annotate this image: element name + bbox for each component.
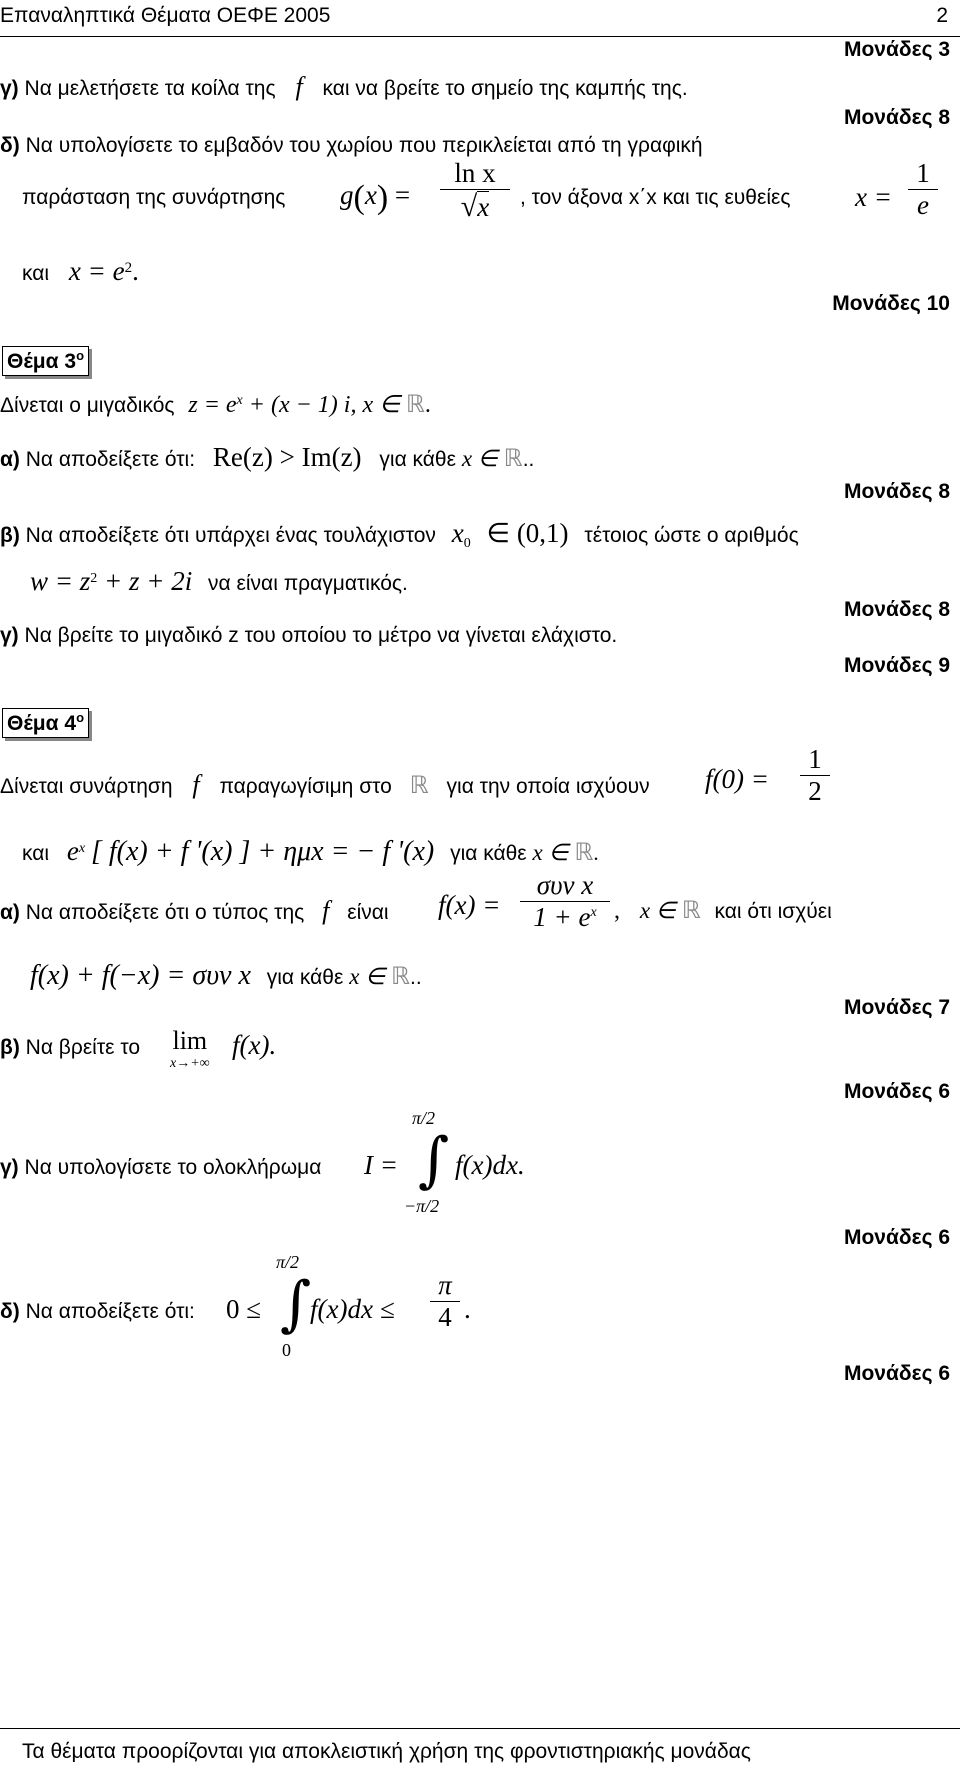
item-4c [0,1156,321,1180]
reals-symbol: ℝ [503,444,523,472]
reals-symbol: ℝ [391,962,411,990]
math-integrand: f(x)dx. [455,1150,525,1180]
math-f: f [192,770,200,799]
comma: , [614,898,620,924]
item-text-2: είναι [347,901,389,924]
item-text-3: για την οποία ισχύουν [446,775,650,798]
item-4b [0,1036,140,1060]
item-text: παράσταση της συνάρτησης [22,186,286,209]
header-rule [0,36,960,37]
pi-over-4 [430,1270,460,1333]
math-w-rest: + z + 2i [97,566,193,596]
math-fx-eq: f(x) = [438,890,501,920]
section-3-title [2,346,89,376]
math-symmetry: f(x) + f(−x) = συν x [30,960,251,991]
cos-fraction [520,870,610,933]
header-title: Επαναληπτικά Θέματα ΟΕΦΕ 2005 [0,4,331,27]
item-text-2: τέτοιος ώστε ο αριθμός [584,524,799,547]
item-label: β) [0,524,20,547]
math-interval: ∈ (0,1) [486,518,569,548]
exponent: x [78,841,86,856]
math-x-eq-e: x = e [68,256,125,286]
integral-icon: ∫ [418,1125,450,1195]
item-text-2: για κάθε [379,448,456,471]
footer-rule [0,1728,960,1729]
page-number: 2 [936,4,948,27]
item-3b [0,518,799,552]
subscript: 0 [463,536,471,552]
title-sup: ο [76,710,85,725]
item-text: Να βρείτε το μιγαδικό z του οποίου το μέτρο να γίνεται ελάχιστο. [24,624,618,647]
dot: . [424,392,431,418]
reals-symbol: ℝ [574,838,594,866]
marks-9: Μονάδες 9 [843,654,950,677]
math-e: e [66,836,79,866]
item-3c [0,624,617,648]
item-text-3: και ότι ισχύει [714,900,832,923]
item-4a-tail [614,896,832,925]
sqrt-icon: √ [460,190,478,223]
frac-num: ln x [440,158,510,190]
item-2d [0,134,703,158]
marks-6: Μονάδες 6 [843,1080,950,1103]
frac-num: 1 [908,158,938,190]
g-function [340,180,410,215]
math-I-eq: I = [364,1150,398,1180]
item-text: Δίνεται συνάρτηση [0,775,173,798]
item-text: και [22,262,50,285]
item-2d-line3 [22,256,139,287]
item-text: για κάθε [266,966,344,989]
title-text: Θέμα 3 [7,350,77,373]
item-text: Δίνεται ο μιγαδικός [0,394,175,417]
dots: .. [410,966,422,989]
marks-8: Μονάδες 8 [843,106,950,129]
int2-upper: π/2 [276,1252,300,1272]
exponent: x [590,905,597,920]
title-text: Θέμα 4 [7,712,77,735]
one-over-e [908,158,938,221]
int-upper: π/2 [412,1108,436,1128]
ln-fraction [440,158,510,224]
item-3a [0,442,534,473]
footer-text: Τα θέματα προορίζονται για αποκλειστική χρήση της φροντιστηριακής μονάδας [22,1740,751,1763]
item-4-eq [22,836,599,868]
exponent: x [236,393,243,408]
sqrt-arg: x [477,192,490,222]
int2-lower: 0 [282,1340,291,1360]
item-label: γ) [0,624,19,647]
x-var: x [364,180,377,210]
dot: . [593,841,599,865]
item-text: Να αποδείξετε ότι υπάρχει ένας τουλάχιστον [25,524,436,547]
marks-10: Μονάδες 10 [832,292,950,315]
item-4a [0,896,389,926]
item-label: α) [0,448,20,471]
reals-symbol: ℝ [681,896,701,924]
item-4d [0,1300,195,1324]
integral-icon: ∫ [280,1269,312,1339]
g-symbol: g [340,180,354,210]
item-text-2: για κάθε [450,842,527,865]
half-fraction [800,744,830,807]
limit [170,1026,210,1072]
frac-num: π [430,1270,460,1302]
frac-num: συν x [520,870,610,902]
int-lower: −π/2 [404,1196,440,1216]
item-text: Να αποδείξετε ότι: [25,448,196,471]
item-4-intro [0,770,650,800]
math-f: f [295,72,303,101]
marks-6: Μονάδες 6 [843,1362,950,1385]
math-equation: [ f(x) + f '(x) ] + ημx = − f '(x) [90,836,435,867]
math-x-in: x ∈ [639,898,676,923]
item-4a-line2 [30,960,422,992]
frac-den [440,190,510,224]
math-integrand-2: f(x)dx ≤ [310,1294,395,1324]
frac-den: 4 [438,1302,452,1332]
item-3-intro [0,390,431,419]
math-f: f [322,896,330,925]
marks-3: Μονάδες 3 [843,38,950,61]
item-2d-line2 [22,186,285,210]
math-re-im: Re(z) > Im(z) [212,442,362,472]
frac-den [520,902,610,933]
den-text: 1 + e [533,902,591,932]
marks-8: Μονάδες 8 [843,598,950,621]
item-label: δ) [0,134,20,157]
frac-num: 1 [800,744,830,776]
dot: . [132,256,139,286]
item-3b-line2 [30,566,408,597]
math-z-def: z = e [188,392,237,418]
math-x-in: x ∈ [461,446,498,471]
item-text: Να υπολογίσετε το ολοκλήρωμα [24,1156,322,1179]
item-text: Να αποδείξετε ότι: [25,1300,195,1323]
math-x-in: x ∈ [532,840,569,865]
item-text: , τον άξονα x΄x και τις ευθείες [520,186,791,209]
item-text: να είναι πραγματικός. [208,572,408,595]
exponent: 2 [124,260,133,276]
equals: = [394,180,411,210]
x-eq: x = [855,182,892,212]
item-text: Να αποδείξετε ότι ο τύπος της [25,901,305,924]
item-2d-line2b [520,186,790,210]
item-text-2: παραγωγίσιμη στο [219,775,392,798]
dot: . [464,1294,471,1324]
item-label: δ) [0,1300,20,1323]
item-text: Να μελετήσετε τα κοίλα της [24,77,276,100]
exponent: 2 [90,571,98,586]
paren: ( [353,178,365,216]
section-4-title [2,708,89,738]
item-label: β) [0,1036,20,1059]
math-zero-le: 0 ≤ [226,1294,262,1324]
item-text: Να βρείτε το [25,1036,141,1059]
reals-symbol: ℝ [405,390,425,418]
item-label: γ) [0,1156,19,1179]
math-f0: f(0) = [705,764,769,794]
title-sup: ο [76,348,85,363]
reals-symbol: ℝ [409,771,429,799]
item-text-2: και να βρείτε το σημείο της καμπής της. [322,77,688,100]
item-text: Να υπολογίσετε το εμβαδόν του χωρίου που περικλείεται από τη γραφική [25,134,703,157]
marks-7: Μονάδες 7 [843,996,950,1019]
math-x0: x [451,518,464,548]
math-lim-f: f(x). [232,1030,277,1060]
math-x-in: x ∈ [349,964,386,989]
frac-den: e [917,190,929,220]
item-label: α) [0,901,20,924]
item-label: γ) [0,77,19,100]
marks-6: Μονάδες 6 [843,1226,950,1249]
item-2c [0,72,688,102]
math-w-def: w = z [30,566,91,596]
item-text: και [22,842,50,865]
lim-sub: x→+∞ [170,1056,210,1071]
math-z-rest: + (x − 1) i, x ∈ [242,392,401,418]
marks-8: Μονάδες 8 [843,480,950,503]
frac-den: 2 [808,776,822,806]
dots: .. [522,448,535,471]
lim-word: lim [172,1026,208,1055]
paren: ) [376,178,389,216]
